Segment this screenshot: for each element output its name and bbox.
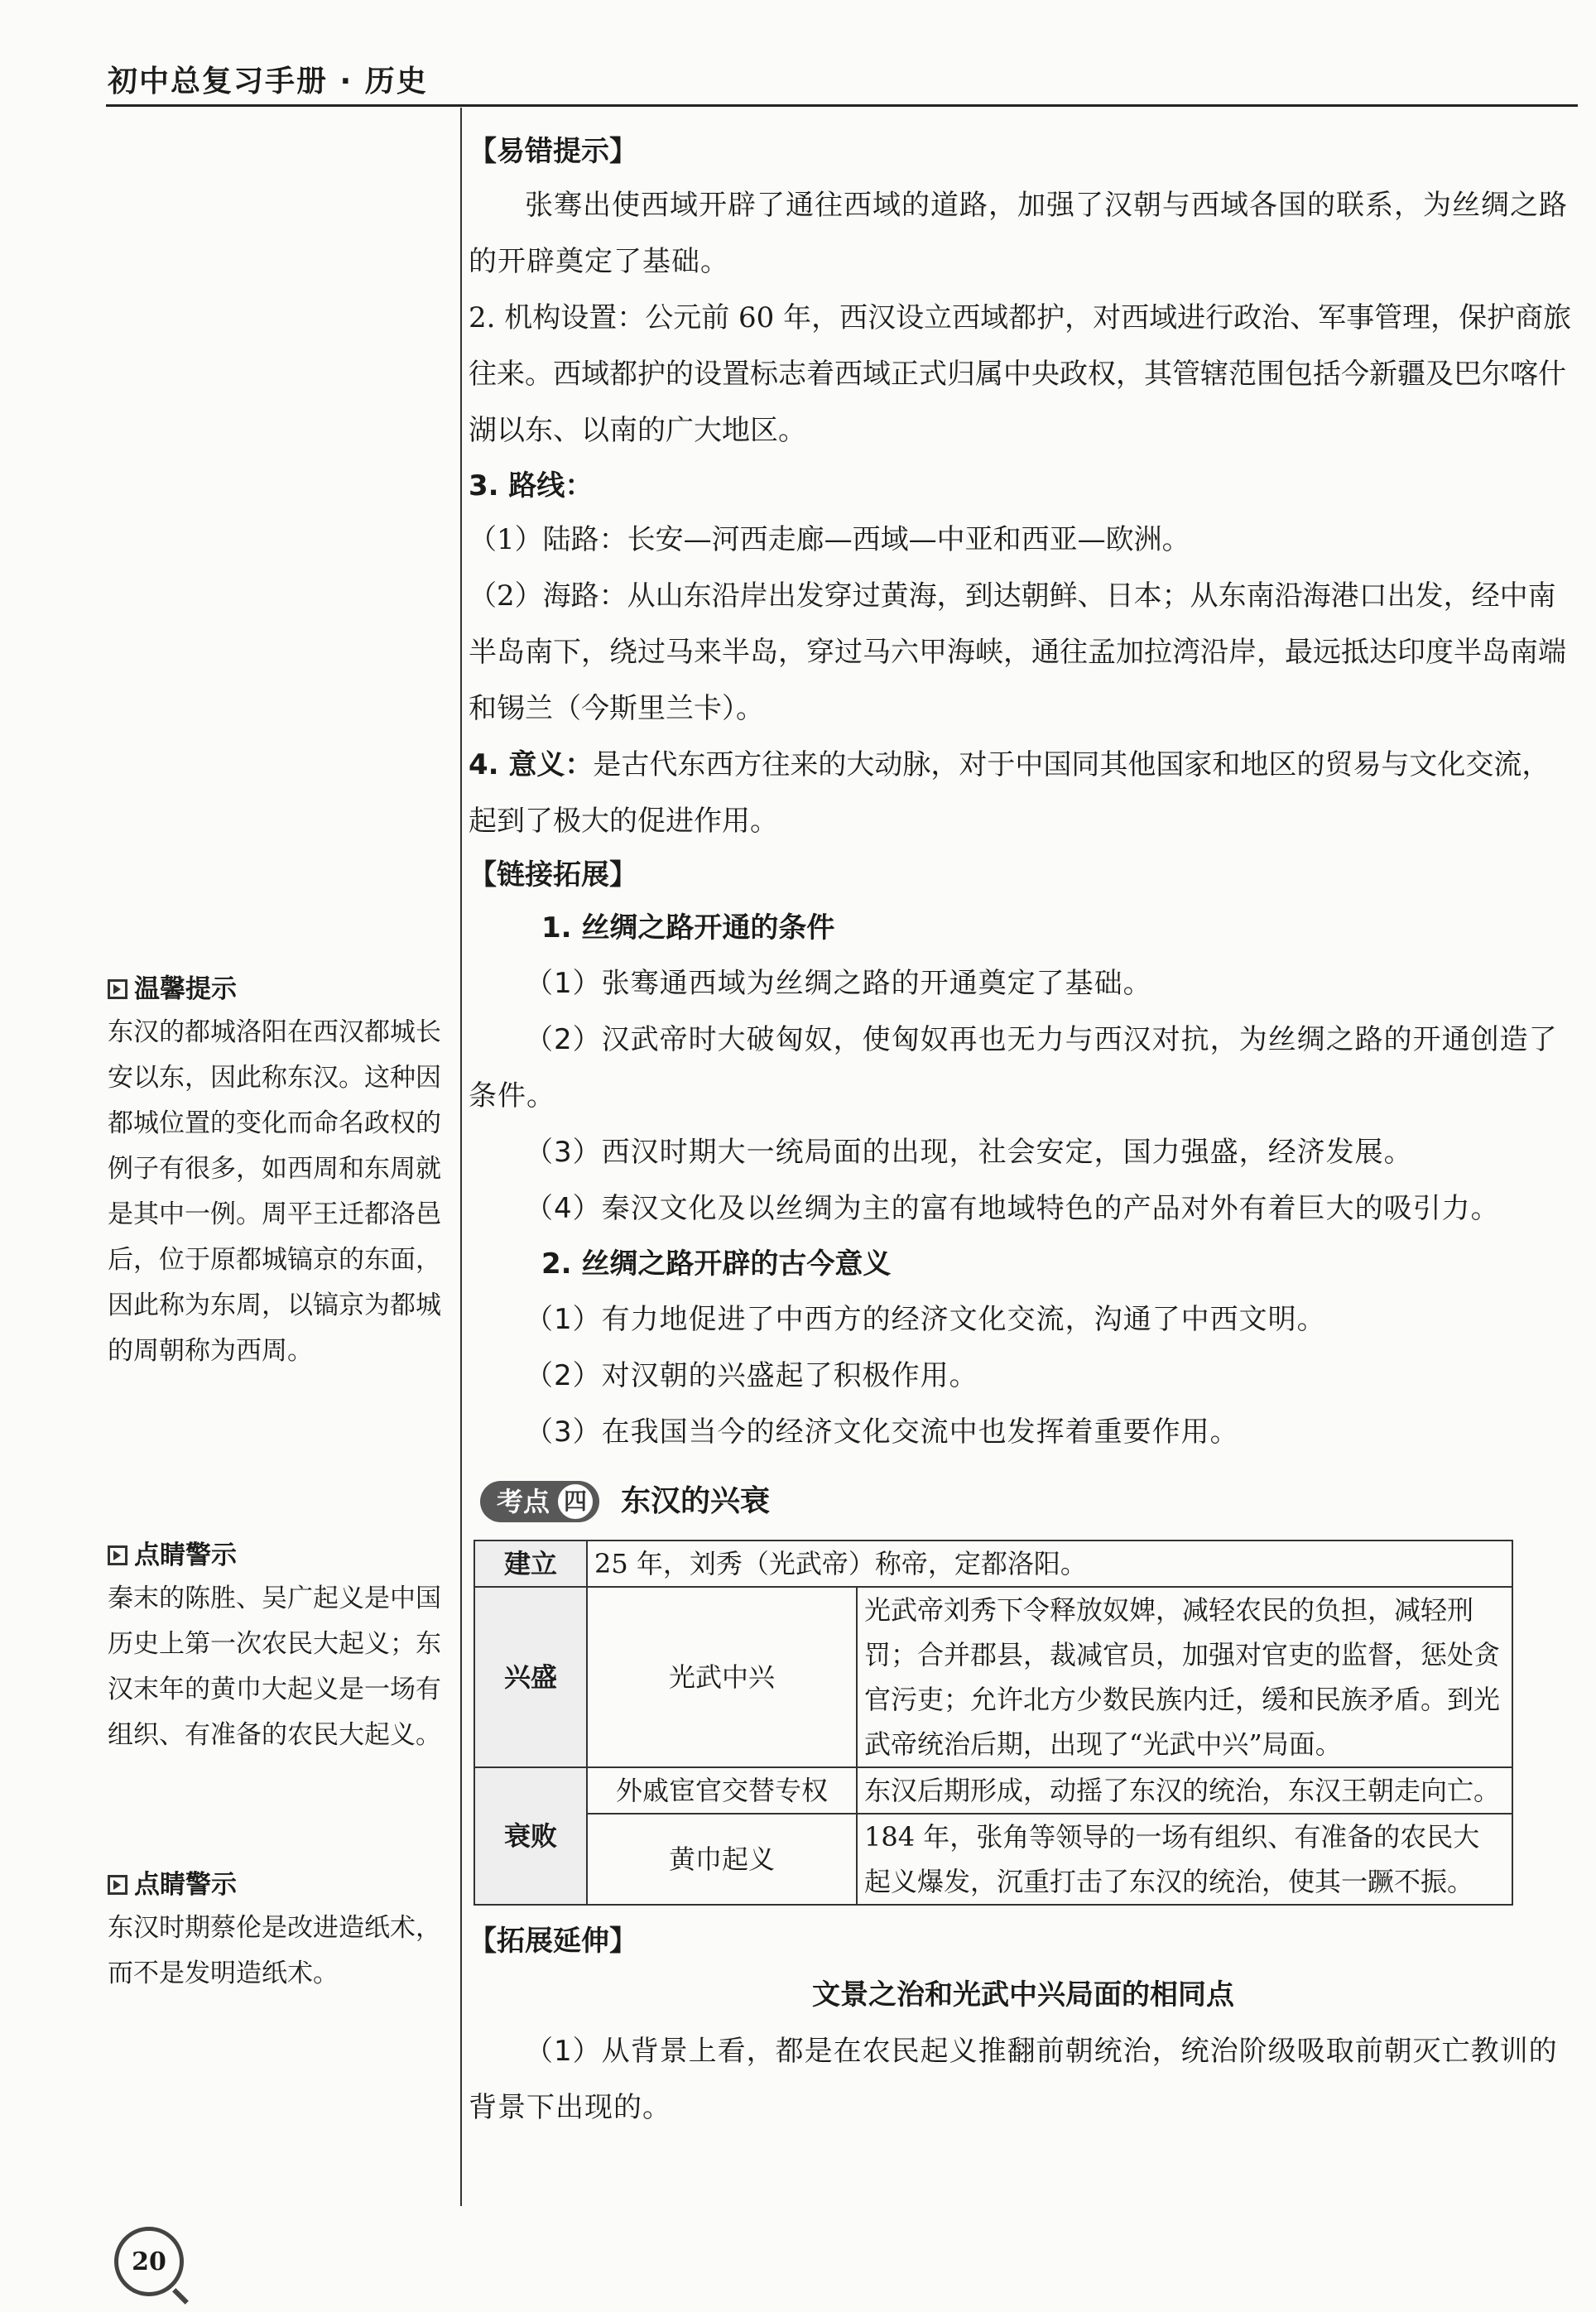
table-label-jianli: 建立 bbox=[474, 1541, 587, 1587]
main-column bbox=[469, 126, 1578, 2136]
table-cell-jianli: 25 年，刘秀（光武帝）称帝，定都洛阳。 bbox=[587, 1541, 1512, 1587]
yiyi-text: 是古代东西方往来的大动脉，对于中国同其他国家和地区的贸易与文化交流，起到了极大的促进作用。 bbox=[469, 748, 1550, 838]
lianjie-item: （3）西汉时期大一统局面的出现，社会安定，国力强盛，经济发展。 bbox=[525, 1136, 1413, 1169]
table-cell-xingsheng-text: 光武帝刘秀下令释放奴婢，减轻农民的负担，减轻刑罚；合并郡县，裁减官员，加强对官吏的监督，惩处贪官污吏；允许北方少数民族内迁，缓和民族矛盾。到光武帝统治后期，出现了“光武中兴”局面。 bbox=[857, 1587, 1512, 1767]
play-marker-icon bbox=[108, 979, 127, 999]
table-row bbox=[474, 1541, 1512, 1587]
table-row bbox=[474, 1814, 1512, 1905]
table-cell-huangjin: 黄巾起义 bbox=[587, 1814, 857, 1905]
tuozhan-subtitle: 文景之治和光武中兴局面的相同点 bbox=[812, 1978, 1234, 2012]
side-note-body: 秦末的陈胜、吴广起义是中国历史上第一次农民大起义；东汉末年的黄巾大起义是一场有组织、有准备的农民大起义。 bbox=[108, 1584, 441, 1750]
lianjie-item: （4）秦汉文化及以丝绸为主的富有地域特色的产品对外有着巨大的吸引力。 bbox=[525, 1192, 1500, 1225]
tuozhan-item: （1）从背景上看，都是在农民起义推翻前朝统治，统治阶级吸取前朝灭亡教训的背景下出现的。 bbox=[469, 2035, 1558, 2124]
jigou-text: 2. 机构设置：公元前 60 年，西汉设立西域都护，对西域进行政治、军事管理，保护商旅往来。西域都护的设置标志着西域正式归属中央政权，其管辖范围包括今新疆及巴尔喀什湖以东、以南的广大地区。 bbox=[469, 301, 1572, 447]
side-note-title: 温馨提示 bbox=[134, 974, 237, 1004]
yiyi-label: 4. 意义： bbox=[469, 748, 594, 781]
kaodian-number: 四 bbox=[556, 1483, 594, 1521]
lianjie-item: （2）对汉朝的兴盛起了积极作用。 bbox=[525, 1359, 978, 1392]
heading-yicuo: 【易错提示】 bbox=[469, 135, 637, 168]
side-note-title: 点睛警示 bbox=[134, 1870, 237, 1900]
side-note-alert-2 bbox=[108, 1864, 449, 1997]
side-note-body: 东汉时期蔡伦是改进造纸术，而不是发明造纸术。 bbox=[108, 1913, 441, 1988]
kaodian-heading bbox=[480, 1473, 1578, 1530]
kaodian-badge-label: 考点 bbox=[497, 1486, 550, 1517]
kaodian-title: 东汉的兴衰 bbox=[621, 1484, 771, 1518]
table-row bbox=[474, 1767, 1512, 1814]
table-label-xingsheng: 兴盛 bbox=[474, 1587, 587, 1767]
side-note-body: 东汉的都城洛阳在西汉都城长安以东，因此称东汉。这种因都城位置的变化而命名政权的例子有很多，如西周和东周就是其中一例。周平王迁都洛邑后，位于原都城镐京的东面，因此称为东周，以镐京为都城的周朝称为西周。 bbox=[108, 1017, 441, 1366]
header-rule bbox=[106, 104, 1578, 107]
luxian-land: （1）陆路：长安—河西走廊—西域—中亚和西亚—欧洲。 bbox=[469, 523, 1190, 556]
page-number: 20 bbox=[114, 2227, 184, 2296]
play-marker-icon bbox=[108, 1545, 127, 1565]
table-cell-waiqi-text: 东汉后期形成，动摇了东汉的统治，东汉王朝走向亡。 bbox=[857, 1767, 1512, 1814]
lianjie-sub2: 2. 丝绸之路开辟的古今意义 bbox=[541, 1247, 892, 1281]
table-cell-waiqi: 外戚宦官交替专权 bbox=[587, 1767, 857, 1814]
lianjie-item: （2）汉武帝时大破匈奴，使匈奴再也无力与西汉对抗，为丝绸之路的开通创造了条件。 bbox=[469, 1023, 1558, 1113]
yicuo-text: 张骞出使西域开辟了通往西域的道路，加强了汉朝与西域各国的联系，为丝绸之路的开辟奠定了基础。 bbox=[469, 189, 1568, 278]
luxian-sea: （2）海路：从山东沿岸出发穿过黄海，到达朝鲜、日本；从东南沿海港口出发，经中南半岛南下，绕过马来半岛，穿过马六甲海峡，通往孟加拉湾沿岸，最远抵达印度半岛南端和锡兰（今斯里兰卡）。 bbox=[469, 579, 1566, 725]
lianjie-item: （1）有力地促进了中西方的经济文化交流，沟通了中西文明。 bbox=[525, 1303, 1326, 1336]
play-marker-icon bbox=[108, 1875, 127, 1895]
column-divider bbox=[460, 108, 462, 2206]
side-note-alert-1 bbox=[108, 1535, 449, 1758]
heading-tuozhan: 【拓展延伸】 bbox=[469, 1925, 637, 1958]
yiyi-para bbox=[469, 737, 1578, 849]
lianjie-sub1: 1. 丝绸之路开通的条件 bbox=[541, 911, 835, 945]
lianjie-item: （3）在我国当今的经济文化交流中也发挥着重要作用。 bbox=[525, 1416, 1239, 1449]
side-note-title: 点睛警示 bbox=[134, 1541, 237, 1570]
heading-luxian: 3. 路线： bbox=[469, 469, 594, 502]
lianjie-item: （1）张骞通西域为丝绸之路的开通奠定了基础。 bbox=[525, 967, 1152, 1000]
kaodian-badge bbox=[480, 1481, 599, 1522]
side-note-warm-tip bbox=[108, 969, 449, 1374]
table-cell-guangwu: 光武中兴 bbox=[587, 1587, 857, 1767]
page-header-title: 初中总复习手册 · 历史 bbox=[108, 65, 428, 99]
table-row bbox=[474, 1587, 1512, 1767]
donghan-table bbox=[474, 1540, 1513, 1906]
table-cell-huangjin-text: 184 年，张角等领导的一场有组织、有准备的农民大起义爆发，沉重打击了东汉的统治，使其一蹶不振。 bbox=[857, 1814, 1512, 1905]
table-label-shuaibai: 衰败 bbox=[474, 1767, 587, 1905]
heading-lianjie: 【链接拓展】 bbox=[469, 858, 637, 892]
